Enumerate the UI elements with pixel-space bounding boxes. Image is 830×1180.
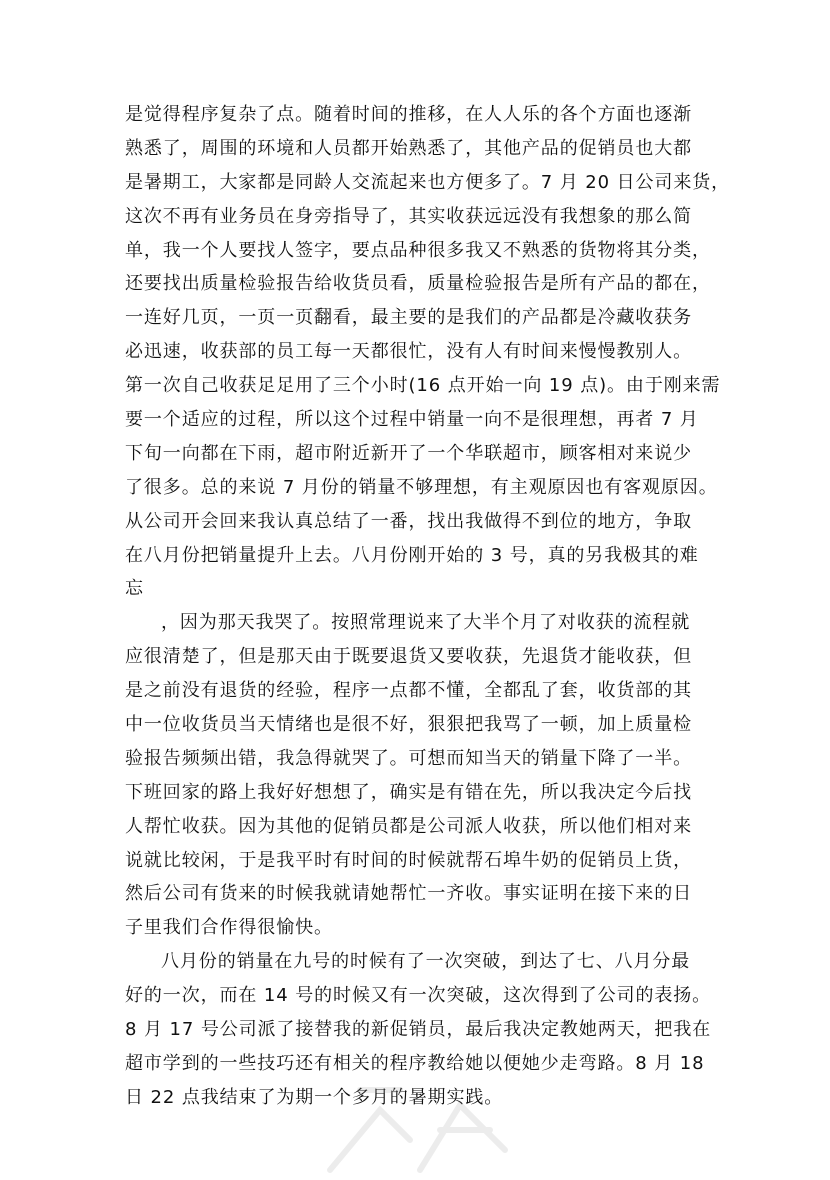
text-line: 然后公司有货来的时候我就请她帮忙一齐收。事实证明在接下来的日 — [125, 883, 692, 905]
text-line: 熟悉了，周围的环境和人员都开始熟悉了，其他产品的促销员也大都 — [125, 137, 692, 159]
text-line: 8 月 17 号公司派了接替我的新促销员，最后我决定教她两天，把我在 — [125, 1019, 712, 1041]
text-line: 好的一次，而在 14 号的时候又有一次突破，这次得到了公司的表扬。 — [125, 985, 712, 1007]
text-line: ，因为那天我哭了。按照常理说来了大半个月了对收获的流程就 — [161, 612, 691, 634]
text-line: 从公司开会回来我认真总结了一番，找出我做得不到位的地方，争取 — [125, 510, 692, 532]
text-line: 是觉得程序复杂了点。随着时间的推移，在人人乐的各个方面也逐渐 — [125, 104, 692, 125]
text-line: 子里我们合作得很愉快。 — [125, 917, 333, 939]
text-line: 人帮忙收获。因为其他的促销员都是公司派人收获，所以他们相对来 — [125, 815, 692, 837]
text-line: 八月份的销量在九号的时候有了一次突破，到达了七、八月分最 — [161, 951, 691, 973]
text-line: 这次不再有业务员在身旁指导了，其实收获远远没有我想象的那么简 — [125, 205, 692, 227]
text-line: 日 22 点我结束了为期一个多月的暑期实践。 — [125, 1086, 504, 1108]
text-line: 下旬一向都在下雨，超市附近新开了一个华联超市，顾客相对来说少 — [125, 442, 692, 464]
text-line: 第一次自己收获足足用了三个小时(16 点开始一向 19 点)。由于刚来需 — [125, 375, 721, 397]
text-line: 了很多。总的来说 7 月份的销量不够理想，有主观原因也有客观原因。 — [125, 476, 718, 498]
body-text — [125, 98, 731, 1115]
text-line: 验报告频频出错，我急得就哭了。可想而知当天的销量下降了一半。 — [125, 747, 692, 769]
text-line: 是暑期工，大家都是同龄人交流起来也方便多了。7 月 20 日公司来货， — [125, 171, 731, 193]
text-line: 应很清楚了，但是那天由于既要退货又要收获，先退货才能收获，但 — [125, 646, 692, 668]
text-line: 是之前没有退货的经验，程序一点都不懂，全都乱了套，收货部的其 — [125, 680, 692, 702]
text-line: 单，我一个人要找人签字，要点品种很多我又不熟悉的货物将其分类， — [125, 239, 711, 261]
text-line: 在八月份把销量提升上去。八月份刚开始的 3 号，真的另我极其的难 — [125, 544, 699, 566]
text-line: 一连好几页，一页一页翻看，最主要的是我们的产品都是冷藏收获务 — [125, 307, 692, 329]
text-line: 中一位收货员当天情绪也是很不好，狠狠把我骂了一顿，加上质量检 — [125, 714, 692, 736]
text-line: 还要找出质量检验报告给收货员看，质量检验报告是所有产品的都在， — [125, 273, 711, 295]
text-line: 要一个适应的过程，所以这个过程中销量一向不是很理想，再者 7 月 — [125, 409, 699, 431]
watermark-logo — [290, 1070, 550, 1180]
text-line: 超市学到的一些技巧还有相关的程序教给她以便她少走弯路。8 月 18 — [125, 1052, 705, 1074]
text-line: 下班回家的路上我好好想想了，确实是有错在先，所以我决定今后找 — [125, 781, 692, 803]
text-line: 说就比较闲，于是我平时有时间的时候就帮石埠牛奶的促销员上货， — [125, 849, 692, 871]
text-line: 必迅速，收获部的员工每一天都很忙，没有人有时间来慢慢教别人。 — [125, 341, 692, 363]
text-line: 忘 — [125, 578, 144, 600]
